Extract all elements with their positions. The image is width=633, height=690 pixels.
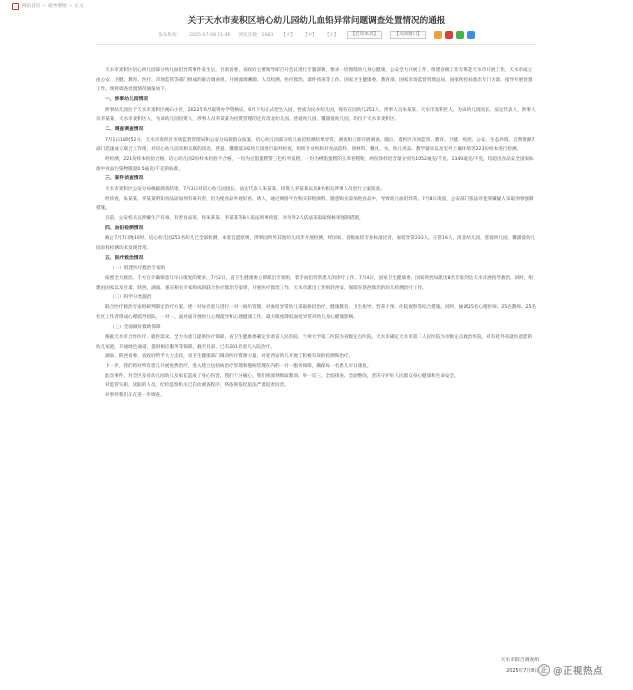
share-wechat-icon[interactable] — [456, 31, 464, 39]
article-paragraph: 截止7月7日晚10时，培心幼儿园251名幼儿已全部检测，本着自愿原则，涉事园所外其他幼儿同步开展检测，经国家、省级血铅专业标准比对，血铅异常233人，正常16人，清北幼儿园、慈爱幼儿园、馨甜爱幼儿园采样检测均未发现异常。 — [96, 236, 536, 251]
breadcrumb-section[interactable]: 政务要闻 — [48, 4, 67, 9]
article-paragraph: 对监管失职、渎职的人员，纪检监察机关已启动调查程序，将依规依纪依法严肃追责问责。 — [105, 383, 289, 389]
breadcrumb — [0, 0, 633, 12]
signature-date: 2025年7月8日 — [506, 669, 539, 674]
article-paragraph: 经侦查，朱某某、李某某明知食品添加剂有毒有害，但为使食品外观好看、诱人，通过网络平台购买彩绘颜料，随意购买添加进食品中，导致幼儿血铅异常。7月8日凌晨，公安部门依法对犯罪嫌疑人采取刑事强制措施。 — [96, 196, 534, 212]
breadcrumb-home[interactable]: 网站首页 — [22, 4, 41, 9]
subsection-heading: （三）全面做好救助保障 — [110, 324, 161, 330]
section-heading: 四、血铅检测情况 — [105, 225, 144, 231]
title-divider — [96, 44, 536, 45]
share-more-icon[interactable] — [467, 31, 475, 39]
section-heading: 三、案件侦查情况 — [105, 176, 144, 182]
section-heading: 五、医疗救治情况 — [105, 255, 144, 261]
meta-source: 发布机构： — [158, 33, 182, 38]
share-buttons — [434, 31, 475, 39]
article-paragraph: 下一步，我们将对所有患儿开展免费治疗，进入建立包括病治疗管理和慢病管理在内的一对一服务保障，确保每一名患儿早日康复。 — [105, 363, 372, 369]
font-size-medium[interactable]: 【中】 — [303, 33, 317, 38]
signature-org: 天水市联合调查组 — [500, 658, 539, 663]
section-heading: 二、调查调查情况 — [105, 127, 144, 133]
article-paragraph: 根据天水市合作医疗、就医需求，全力为患儿提供医疗保障，省卫生健康委确定甘肃省人民医院、兰州大学第二医院为省级定点医院，天水市确定天水市第二人民医院为市级定点救治医院，对有赴外省就医意愿的幼儿家庭，开通绿色通道、提供相应服务等保障。截至目前，已有201名患儿入院治疗。 — [96, 334, 533, 350]
page-title: 关于天水市麦积区培心幼儿园幼儿血铅异常问题调查处置情况的通报 — [187, 16, 446, 26]
font-size-small[interactable]: 【小】 — [324, 33, 339, 38]
article-paragraph: 湖南、陕西省委、省政府给予大力支持，省卫生健康部门调动医疗资源力量，对赴西安幼儿开展了积极有效的检测和治疗。 — [105, 354, 354, 360]
meta-views: 浏览次数：1683 — [238, 33, 274, 38]
subsection-heading: （一）组建医疗救治专家组 — [110, 266, 166, 272]
article-meta — [0, 31, 633, 39]
signature-block — [501, 655, 539, 677]
breadcrumb-current: 正文 — [74, 4, 84, 9]
article-paragraph: 7月1日18时52分，天水市麦积区市场监督管理局和公安分局接群众报案，培心幼儿园部分幼儿血铅检测结果异常，调查组立即开展调查。随后，麦积区市场监管、教育、卫健、疾控、公安、生态环境、自然资源7部门迅速成立联合工作组，对培心幼儿园及相关联的清北、慈爱、馨甜爱3家幼儿园进行取样检查，组织专业机构对食品留样、原材料、餐具、水、幼儿用品、教学器具以及室外土壤环境等223份样本进行检测。 — [96, 137, 535, 153]
article-paragraph: 天水市麦积区公安分局根据调查结果，7月3日对培心幼儿园园长、法定代表人朱某某，投资人李某某以及8名相关涉事人员进行立案侦查。 — [105, 186, 385, 192]
subsection-heading: （二）科学分类施治 — [110, 295, 152, 301]
share-qzone-icon[interactable] — [434, 31, 442, 39]
share-weibo-icon[interactable] — [445, 31, 453, 39]
meta-date: 2025-07-08 11:46 — [189, 32, 231, 38]
breadcrumb-separator: > — [68, 3, 73, 9]
watermark — [538, 663, 603, 677]
article-paragraph: 目前，公安机关以涉嫌生产有毒、有害食品罪，将朱某某、李某某等8人依法刑事拘留，对另外2人依法采取取保候审强制措施。 — [105, 215, 364, 221]
section-heading: 一、涉事幼儿园情况 — [105, 97, 149, 103]
article-paragraph: 联合医疗救治专家组研判制定治疗方案，逐一对每名患儿进行一对一病历管理，对血铅异常幼儿采取驱铅治疗、健康教育、卫生指导、营养干预、住院观察等综合措施。同时，抽调25名心理医师、25名教师、25名社区工作者组成心理疏导团队，一对一、面对面开展幼儿心理疏导和心理健康工作，最大限度降低血铅异常对幼儿身心健康影响。 — [96, 305, 536, 321]
watermark-logo-icon: 正 — [538, 664, 550, 676]
font-size-large[interactable]: 【大】 — [281, 33, 296, 38]
close-window-button[interactable]: 【关闭窗口】 — [390, 31, 426, 39]
article-paragraph: 对事件我们正在进一步调查。 — [105, 393, 165, 399]
article-paragraph: 经检测，221份样本检验合格，培心幼儿园2份样本检验不合格，一份为豆馅蛋糕带三色红枣发糕，一份为桃馅蛋糕的玉米卷糕粉，两份涂样铅含量分别为1052毫克/千克、1340毫克/千克，均超出食品安全国家标准中食品污染物限量0.5毫克/千克的标准。 — [96, 156, 534, 172]
article-paragraph: 天水市麦积区培心幼儿园部分幼儿血铅异常事件发生后，甘肃省委、省政府主要领导即召开会议进行专题部署，要求一切围绕幼儿身心健康，公安全力开展工作，组建省级工作专班赴天水市开展工作。天水市成立由公安、卫健、教育、医疗、市场监管等部门组成的联合调查组，开展流调溯源、人员检测、医疗救治、案件侦查等工作。国家卫生健康委、教育部、国家市场监督管理总局、国家疾控局派出专门力量，指导开展处置工作。现将调查处置情况通报如下。 — [96, 68, 533, 93]
article-paragraph: 按照全力救治、千方百计确保患儿早日康复的要求，7月2日，省卫生健康委立即派出专家组，着手血铅异常患儿的诊疗工作。7月4日，国家卫生健康委、国家疾控局派出8名专家到达天水开展指导救治，同时，组建由国家以及甘肃、陕西、湖南、重庆相关专家组成的联合医疗救治专家组，开展医疗救治工作，天水市派出工作组赴西安，保障在陕西救治的幼儿检测治疗工作。 — [96, 276, 534, 291]
article-body — [96, 66, 536, 401]
home-icon — [12, 3, 19, 10]
article-paragraph: 此次事件，对全区及省幼儿园幼儿及家长造成了身心伤害，我们十分痛心。我们将深刻吸取教训，举一反三，全面排查、全面整改，坚决守护好人民群众身心健康和生命安全。 — [105, 373, 459, 379]
print-button[interactable]: 【打印本页】 — [347, 31, 383, 39]
article-paragraph: 涉事幼儿园位于天水市麦积区褐石小区，2022年6月取得办学资格证，6月下旬正式招生入园，性质为民办幼儿园，现有在园幼儿251人，涉事人员朱某某、天水市麦积区人，为该幼儿园园长、法定代表人，涉事人员李某某，天水市麦积区人，为该幼儿园投资人，涉事人员李某某为投资管理的还有清北幼儿园、慈爱幼儿园、馨甜爱幼儿园，均位于天水市麦积区。 — [96, 107, 536, 123]
watermark-text: @正视热点 — [553, 666, 604, 677]
breadcrumb-separator: > — [42, 3, 47, 9]
